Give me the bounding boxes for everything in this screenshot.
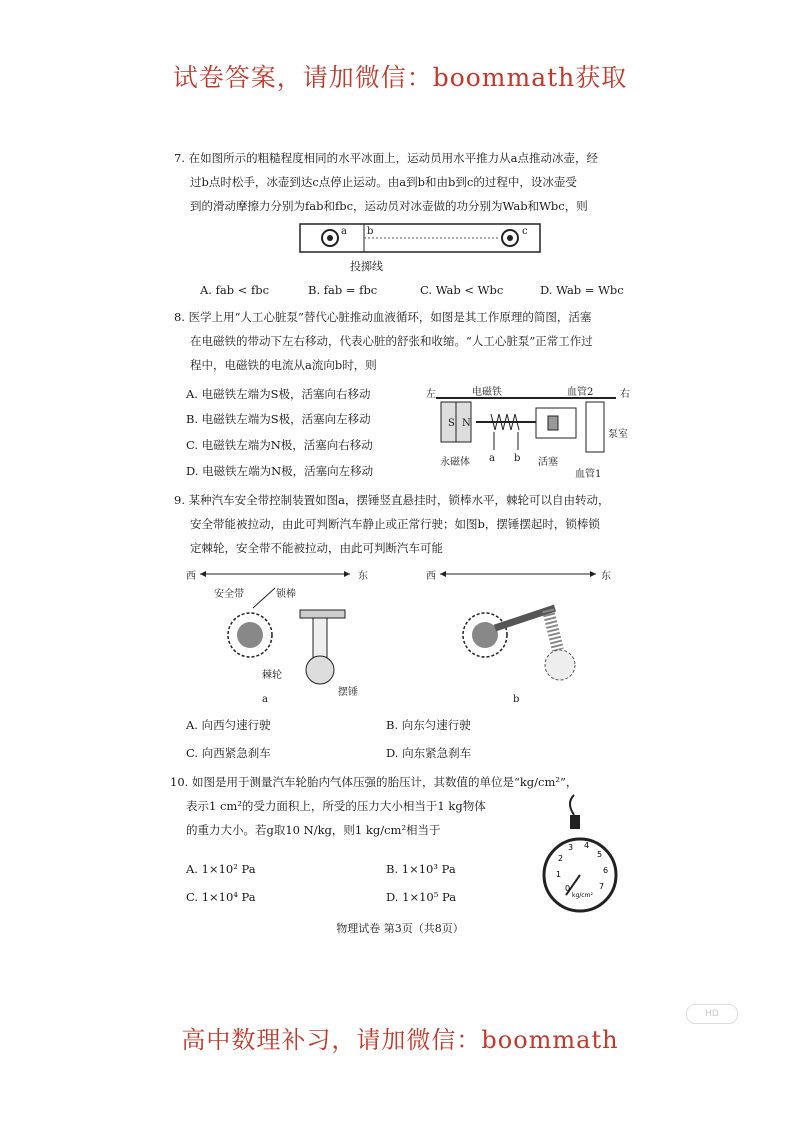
q7-option-b[interactable]: B. fab = fbc [308,283,378,297]
q8-line3: 程中，电磁铁的电流从a流向b时，则 [190,358,377,372]
gauge-tick-5: 5 [597,850,603,859]
fig8-electromagnet: 电磁铁 [472,387,502,398]
page-footer: 物理试卷 第3页（共8页） [336,922,464,935]
q7-line1: 7. 在如图所示的粗糙程度相同的水平冰面上，运动员用水平推力从a点推动冰壶，经 [174,151,598,165]
q8-line1: 8. 医学上用“人工心脏泵”替代心脏推动血液循环，如图是其工作原理的简图，活塞 [174,310,592,324]
q7-line2: 过b点时松手，冰壶到达c点停止运动。由a到b和由b到c的过程中，设冰壶受 [190,175,577,189]
direction-arrows [200,572,600,582]
caption-a: a [262,694,268,705]
bottom-banner: 高中数理补习，请加微信：boommath [181,1026,619,1054]
q7-option-d[interactable]: D. Wab = Wbc [540,283,624,297]
fig8-piston: 活塞 [538,457,558,468]
q9-option-a[interactable]: A. 向西匀速行驶 [186,718,271,732]
q8-option-a[interactable]: A. 电磁铁左端为S极，活塞向右移动 [186,387,371,401]
gauge-valve [570,815,580,829]
q9-line1: 9. 某种汽车安全带控制装置如图a，摆锤竖直悬挂时，锁棒水平，棘轮可以自由转动， [174,493,610,507]
fig-a-west: 西 [186,571,196,582]
top-banner: 试卷答案，请加微信：boommath获取 [172,63,628,92]
gauge-tick-7: 7 [599,882,605,891]
gauge-tick-6: 6 [603,866,609,875]
label-belt: 安全带 [214,589,244,600]
q9-option-d[interactable]: D. 向东紧急刹车 [386,746,472,760]
fig8-vessel2: 血管2 [567,387,594,398]
pt-a: a [341,226,347,237]
fig8-pump: 泵室 [608,429,628,440]
pt-b: b [367,226,374,237]
fig8-b: b [514,453,521,464]
fig8-a: a [489,453,495,464]
q10-line3: 的重力大小。若g取10 N/kg，则1 kg/cm²相当于 [186,823,441,837]
gauge-tick-2: 2 [558,854,564,863]
q8-option-d[interactable]: D. 电磁铁左端为N极，活塞向左移动 [186,464,374,478]
belt-device-b [460,590,600,700]
q9-line2: 安全带能被拉动，由此可判断汽车静止或正常行驶；如图b，摆锤摆起时，锁棒锁 [190,517,600,531]
ratchet-hub-b [472,622,498,648]
q9-option-c[interactable]: C. 向西紧急刹车 [186,746,271,760]
question-9 [174,488,654,560]
fig8-left: 左 [426,389,436,400]
ratchet-hub-a [237,622,263,648]
watermark-badge: HD [686,1004,738,1024]
caption-b: b [513,694,520,705]
q10-option-b[interactable]: B. 1×10³ Pa [386,862,456,876]
q7-option-c[interactable]: C. Wab < Wbc [420,283,504,297]
throw-line-label: 投掷线 [350,260,383,273]
gauge-tick-1: 1 [556,870,562,879]
q10-line1: 10. 如图是用于测量汽车轮胎内气体压强的胎压计，其数值的单位是“kg/cm²”， [170,775,578,789]
q10-option-c[interactable]: C. 1×10⁴ Pa [186,890,256,904]
q9-option-b[interactable]: B. 向东匀速行驶 [386,718,471,732]
pt-c: c [522,226,528,237]
q8-option-c[interactable]: C. 电磁铁左端为N极，活塞向右移动 [186,438,373,452]
q10-line2: 表示1 cm²的受力面积上，所受的压力大小相当于1 kg物体 [186,799,486,813]
curling-diagram [300,224,540,274]
pendulum-bob-b [545,650,575,680]
fig8-right: 右 [620,389,630,400]
gauge-tick-3: 3 [568,843,574,852]
pendulum-arm-a [313,618,327,658]
q10-option-d[interactable]: D. 1×10⁵ Pa [386,890,457,904]
question-8 [174,305,654,377]
fig8-N: N [462,418,471,429]
fig8-vessel1: 血管1 [575,469,602,480]
fig-b-east: 东 [601,571,611,582]
q9-line3: 定棘轮，安全带不能被拉动，由此可判断汽车可能 [190,541,443,555]
gauge-tick-0: 0 [565,884,571,893]
label-lock: 锁棒 [276,589,296,600]
piston [548,416,558,430]
pendulum-bob-a [306,656,334,684]
belt-device-a [225,590,355,700]
fig8-S: S [448,418,455,429]
belt-a [253,588,275,608]
gauge-hose [570,795,574,815]
q10-option-a[interactable]: A. 1×10² Pa [186,862,256,876]
q7-option-a[interactable]: A. fab < fbc [200,283,270,297]
gauge-unit: kg/cm² [572,892,593,899]
fig8-magnet: 永磁体 [440,457,470,468]
label-pendulum: 摆锤 [338,687,358,698]
pendulum-arm-b [548,610,558,650]
q8-option-b[interactable]: B. 电磁铁左端为S极，活塞向左移动 [186,412,371,426]
fig-b-west: 西 [426,571,436,582]
fig-a-east: 东 [358,571,368,582]
gauge-tick-4: 4 [584,841,590,850]
q8-line2: 在电磁铁的带动下左右移动，代表心脏的舒张和收缩。“人工心脏泵”正常工作过 [190,334,593,348]
question-7 [174,146,654,218]
q7-line3: 到的滑动摩擦力分别为fab和fbc，运动员对冰壶做的功分别为Wab和Wbc，则 [190,199,588,213]
pressure-gauge [544,795,624,915]
label-ratchet: 棘轮 [262,670,282,681]
pump-chamber [586,402,604,452]
lock-bar-a [300,610,345,618]
